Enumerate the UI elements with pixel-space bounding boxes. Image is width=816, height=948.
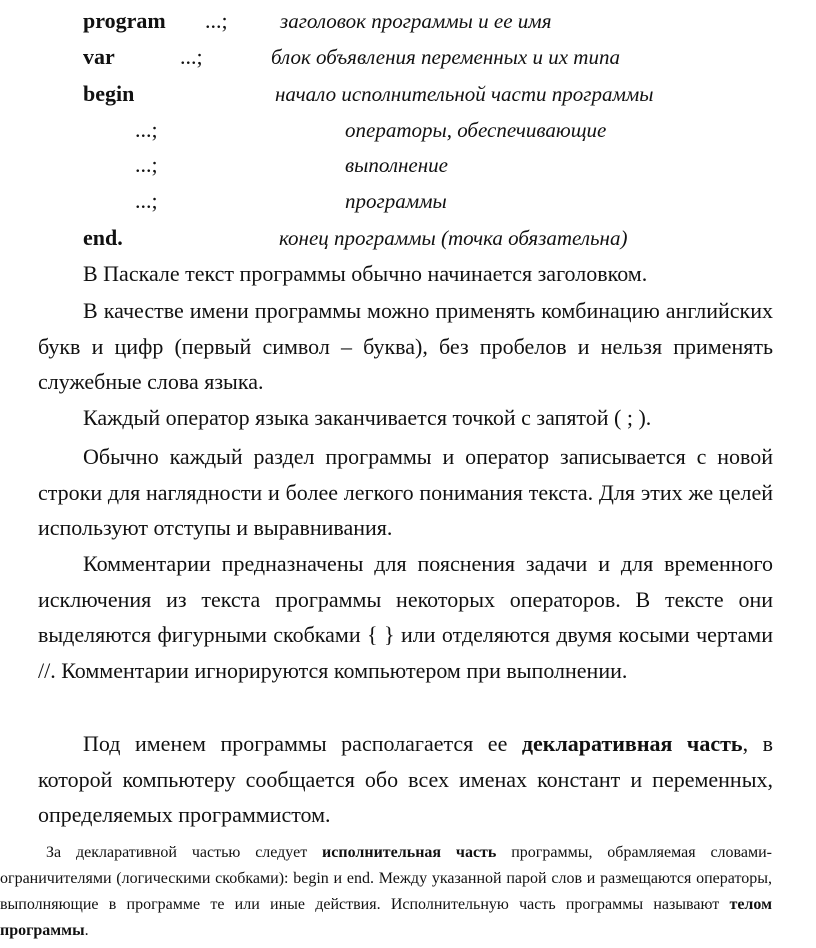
statement-comment-2: выполнение <box>345 153 448 177</box>
end-comment: конец программы (точка обязательна) <box>279 226 628 250</box>
statement-comment-3: программы <box>345 189 447 213</box>
paragraph-1: В Паскале текст программы обычно начинается заголовком. <box>83 261 648 286</box>
paragraph-2: В качестве имени программы можно применять комбинацию английских букв и цифр (первый символ – буква), без пробелов и нельзя применять служебные слова языка. <box>38 298 773 394</box>
keyword-end: end. <box>83 225 123 250</box>
program-body-term: телом программы <box>0 896 772 939</box>
begin-comment: начало исполнительной части программы <box>275 82 654 106</box>
paragraph-6: Под именем программы располагается ее декларативная часть, в которой компьютеру сообщается обо всех именах констант и переменных, определяемых программистом. <box>38 731 773 827</box>
keyword-begin: begin <box>83 81 135 106</box>
program-comment: заголовок программы и ее имя <box>280 9 552 33</box>
statement-dots-3: ...; <box>135 188 158 213</box>
program-dots: ...; <box>205 8 228 33</box>
statement-comment-1: операторы, обеспечивающие <box>345 118 607 142</box>
paragraph-7: За декларативной частью следует исполнительная часть программы, обрамляемая словами-ограничителями (логическими скобками): begin и end. Между указанной парой слов и размещаются операторы, выполняющие в программе те или иные действия. Исполнительную часть программы называют телом программы. <box>0 844 772 939</box>
statement-dots-1: ...; <box>135 117 158 142</box>
paragraph-5: Комментарии предназначены для пояснения задачи и для временного исключения из текста программы некоторых операторов. В тексте они выделяются фигурными скобками { } или отделяются двумя косыми чертами //. Комментарии игнорируются компьютером при выполнении. <box>38 551 773 683</box>
keyword-var: var <box>83 44 115 69</box>
executive-part-term: исполнительная часть <box>322 844 497 861</box>
keyword-program: program <box>83 8 166 33</box>
var-comment: блок объявления переменных и их типа <box>271 45 620 69</box>
declarative-part-term: декларативная часть <box>521 731 743 756</box>
var-dots: ...; <box>180 44 203 69</box>
paragraph-3: Каждый оператор языка заканчивается точкой с запятой ( ; ). <box>83 405 652 430</box>
statement-dots-2: ...; <box>135 152 158 177</box>
paragraph-4: Обычно каждый раздел программы и оператор записывается с новой строки для наглядности и более легкого понимания текста. Для этих же целей используют отступы и выравнивания. <box>38 444 773 540</box>
